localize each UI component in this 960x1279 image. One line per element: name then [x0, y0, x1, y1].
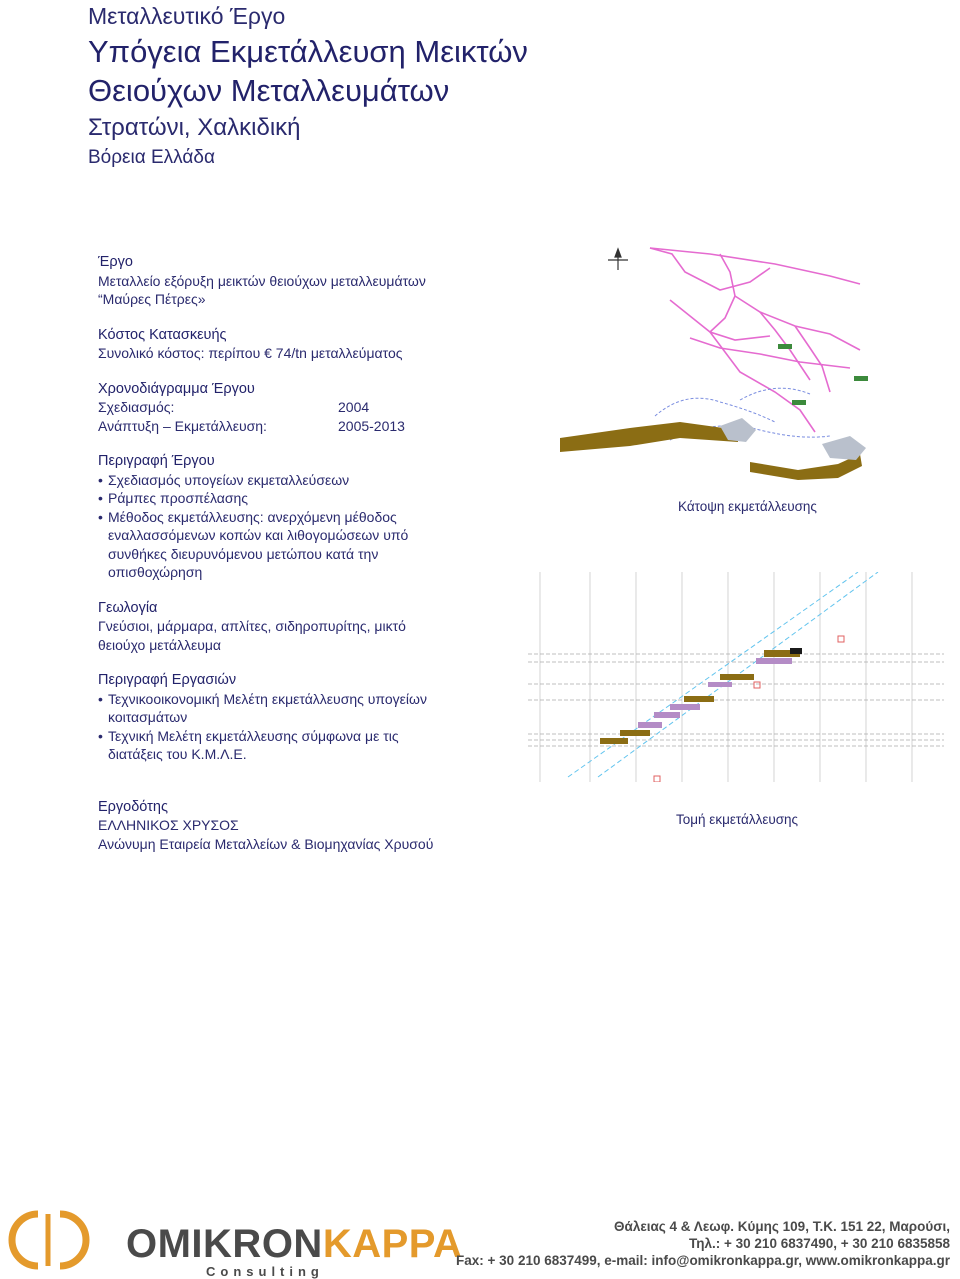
works-item: • Τεχνικοοικονομική Μελέτη εκμετάλλευσης υπογείων κοιτασμάτων: [98, 690, 458, 727]
schedule-row-development: [98, 417, 528, 436]
header: [88, 2, 528, 170]
description-section: [98, 452, 528, 582]
cost-text: Συνολικό κόστος: περίπου € 74/tn μεταλλεύματος: [98, 345, 403, 361]
geology-section: [98, 599, 528, 655]
schedule-value: 2005-2013: [338, 417, 405, 434]
schedule-heading: Χρονοδιάγραμμα Έργου: [98, 380, 255, 397]
tunnel-path: [690, 338, 850, 368]
stopes: [600, 648, 802, 744]
brand-subtitle: Consulting: [206, 1264, 324, 1279]
marker-box: [654, 776, 660, 782]
client-section: [98, 798, 528, 854]
geology-text: Γνεύσιοι, μάρμαρα, απλίτες, σιδηροπυρίτης, μικτό θειούχο μετάλλευμα: [98, 618, 406, 653]
ore-body: [560, 418, 866, 480]
logo-emblem-icon: [8, 1208, 118, 1272]
works-item: • Τεχνική Μελέτη εκμετάλλευσης σύμφωνα με τις διατάξεις του Κ.Μ.Λ.Ε.: [98, 727, 428, 764]
contour-path: [740, 388, 810, 400]
marker-box: [754, 682, 760, 688]
schedule-section: [98, 380, 528, 436]
tunnel-path: [670, 300, 770, 340]
description-item: • Ράμπες προσπέλασης: [98, 489, 528, 508]
schedule-row-design: [98, 398, 528, 417]
project-details: [98, 253, 528, 870]
footer: [0, 1198, 960, 1278]
tunnel-path: [795, 326, 830, 392]
brand-part-1: OMIKRON: [126, 1222, 323, 1266]
fax-email: Fax: + 30 210 6837499, e-mail: info@omikronkappa.gr, www.omikronkappa.gr: [456, 1253, 950, 1268]
page-title: [88, 32, 528, 110]
schedule-label: Σχεδιασμός:: [98, 399, 175, 415]
client-description: Ανώνυμη Εταιρεία Μεταλλείων & Βιομηχανίας Χρυσού: [98, 835, 434, 852]
project-section: [98, 253, 528, 309]
description-heading: Περιγραφή Έργου: [98, 453, 215, 469]
brand-part-2: KAPPA: [322, 1222, 463, 1266]
company-logo: [8, 1208, 463, 1279]
tunnel-path: [710, 254, 735, 332]
mine-section-drawing: [528, 572, 944, 782]
client-name: ΕΛΛΗΝΙΚΟΣ ΧΡΥΣΟΣ: [98, 817, 239, 833]
location: Στρατώνι, Χαλκιδική: [88, 114, 301, 141]
contact-info: [456, 1218, 950, 1269]
north-arrow-icon: [608, 249, 628, 270]
description-item: • Μέθοδος εκμετάλλευσης: ανερχόμενη μέθοδος εναλλασσόμενων κοπών και λιθογομώσεων υπό συνθήκες διευρυνόμενου μετώπου κατά την οπισθοχώρηση: [98, 508, 418, 582]
label-tag: [854, 376, 868, 381]
section-caption: Τομή εκμετάλλευσης: [676, 812, 799, 827]
description-item: • Σχεδιασμός υπογείων εκμεταλλεύσεων: [98, 471, 528, 490]
brand-name: [126, 1222, 462, 1266]
project-heading: Έργο: [98, 254, 133, 270]
label-tag: [778, 344, 792, 349]
client-heading: Εργοδότης: [98, 798, 168, 815]
schedule-label: Ανάπτυξη – Εκμετάλλευση:: [98, 417, 267, 434]
fault-line: [568, 572, 858, 777]
marker-box: [838, 636, 844, 642]
address: Θάλειας 4 & Λεωφ. Κύμης 109, Τ.Κ. 151 22, Μαρούσι,: [614, 1219, 950, 1234]
title-line-1: Υπόγεια Εκμετάλλευση Μεικτών: [88, 34, 528, 69]
project-line-2: “Μαύρες Πέτρες»: [98, 291, 206, 307]
region: Βόρεια Ελλάδα: [88, 147, 215, 168]
tunnel-path: [710, 332, 815, 432]
mine-plan-drawing: [560, 240, 880, 490]
cost-heading: Κόστος Κατασκευής: [98, 326, 227, 343]
works-heading: Περιγραφή Εργασιών: [98, 672, 237, 688]
title-line-2: Θειούχων Μεταλλευμάτων: [88, 73, 450, 108]
schedule-value: 2004: [338, 399, 370, 415]
project-category: Μεταλλευτικό Έργο: [88, 3, 286, 29]
label-tag: [792, 400, 806, 405]
works-section: [98, 671, 528, 764]
phone: Τηλ.: + 30 210 6837490, + 30 210 6835858: [689, 1236, 950, 1251]
geology-heading: Γεωλογία: [98, 599, 158, 616]
tunnel-path: [735, 296, 860, 350]
project-line-1: Μεταλλείο εξόρυξη μεικτών θειούχων μεταλλευμάτων: [98, 272, 426, 289]
description-list: [98, 471, 528, 582]
plan-caption: Κάτοψη εκμετάλλευσης: [678, 499, 817, 514]
works-list: [98, 690, 528, 764]
cost-section: [98, 326, 528, 363]
contour-path: [655, 398, 775, 422]
